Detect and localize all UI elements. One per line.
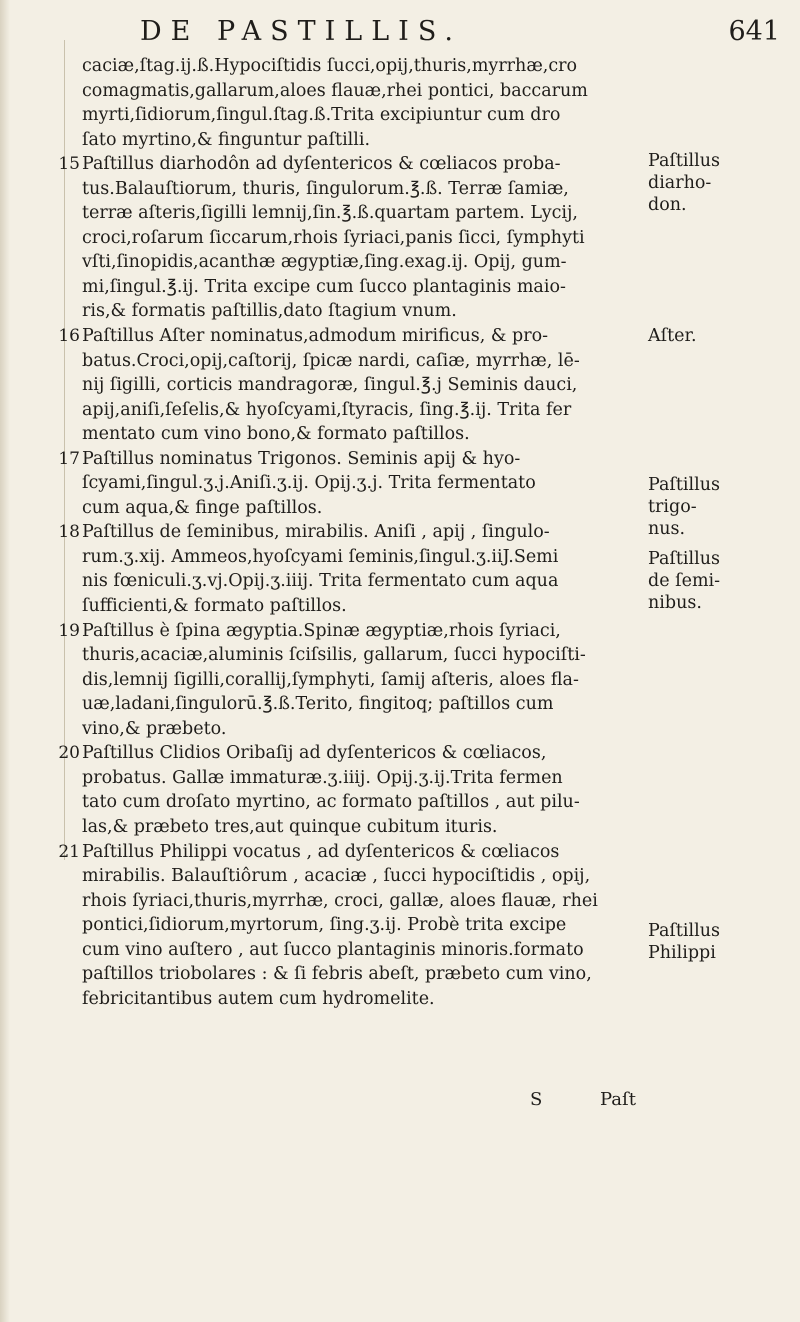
text-line: vſti,ſinopidis,acanthæ ægyptiæ,ſing.exag.ij. Opij, gum-: [82, 252, 567, 273]
text-line: terræ aſteris,ſigilli lemnij,ſin.℥.ß.quartam partem. Lycij,: [82, 203, 578, 224]
text-line: rhois ſyriaci,thuris,myrrhæ, croci, gallæ, aloes flauæ, rhei: [82, 890, 598, 911]
paragraph-number: 16: [58, 326, 80, 347]
sidenote-diarhodon: [648, 150, 788, 216]
text-line: mentato cum vino bono,& formato paſtillos.: [82, 424, 470, 445]
sidenote-aster: [648, 325, 788, 347]
text-line: comagmatis,gallarum,aloes flauæ,rhei pontici, baccarum: [82, 80, 588, 101]
text-line: ris,& formatis paſtillis,dato ſtagium vnum.: [82, 301, 457, 322]
text-line: mi,ſingul.℥.ij. Trita excipe cum ſucco plantaginis maio-: [82, 276, 566, 297]
text-line: Paſtillus è ſpina ægyptia.Spinæ ægyptiæ,rhois ſyriaci,: [82, 620, 561, 641]
text-line: probatus. Gallæ immaturæ.ʒ.iiij. Opij.ʒ.ij.Trita fermen: [82, 767, 563, 788]
text-line: rum.ʒ.xij. Ammeos,hyoſcyami ſeminis,ſingul.ʒ.iiJ.Semi: [82, 546, 559, 567]
text-line: ſato myrtino,& finguntur paſtilli.: [82, 129, 371, 150]
paragraph-17: [58, 447, 622, 521]
text-line: tato cum droſato myrtino, ac formato paſtillos , aut pilu-: [82, 792, 580, 813]
sidenote-line: Paſtillus: [648, 151, 720, 171]
paragraph-number: 19: [58, 620, 80, 641]
sidenote-line: diarho-: [648, 173, 712, 193]
paragraph-19: [58, 619, 622, 742]
sidenote-line: de ſemi-: [648, 571, 721, 591]
paragraph-21: [58, 840, 622, 1012]
sidenote-line: Aſter.: [648, 326, 697, 346]
sidenote-line: nibus.: [648, 593, 702, 613]
paragraph-16: [58, 324, 622, 447]
sidenote-de-seminibus: [648, 548, 788, 614]
text-line: Paſtillus diarhodôn ad dyſentericos & cœliacos proba-: [82, 154, 561, 175]
page-gutter-shadow: [0, 0, 10, 1322]
sidenote-line: Paſtillus: [648, 475, 720, 495]
text-line: apij,aniſi,ſeſelis,& hyoſcyami,ſtyracis, ſing.℥.ij. Trita fer: [82, 399, 572, 420]
text-line: ſufficienti,& formato paſtillos.: [82, 596, 347, 617]
paragraph-18: [58, 520, 622, 618]
signature-mark: S: [530, 1089, 543, 1110]
paragraph-number: 18: [58, 522, 80, 543]
page-footer: [530, 1089, 750, 1115]
page-number: 641: [728, 16, 780, 47]
page-header: [140, 16, 780, 56]
text-line: paſtillos triobolares : & ſi febris abeſt, præbeto cum vino,: [82, 964, 592, 985]
text-line: ſcyami,ſingul.ʒ.j.Aniſi.ʒ.ij. Opij.ʒ.j. Trita fermentato: [82, 473, 536, 494]
catchword: Paſt: [600, 1089, 636, 1110]
sidenote-trigonus: [648, 474, 788, 540]
paragraph-number: 21: [58, 841, 80, 862]
text-line: dis,lemnij ſigilli,corallij,ſymphyti, ſamij aſteris, aloes fla-: [82, 669, 579, 690]
paragraph-15: [58, 152, 622, 324]
text-line: Paſtillus nominatus Trigonos. Seminis apij & hyo-: [82, 448, 521, 469]
text-line: thuris,acaciæ,aluminis ſciſsilis, gallarum, ſucci hypociſti-: [82, 645, 586, 666]
text-line: Paſtillus Aſter nominatus,admodum mirificus, & pro-: [82, 326, 549, 347]
text-line: tus.Balauſtiorum, thuris, ſingulorum.℥.ß. Terræ ſamiæ,: [82, 178, 569, 199]
sidenote-line: Paſtillus: [648, 921, 720, 941]
text-line: Paſtillus Clidios Oribaſij ad dyſentericos & cœliacos,: [82, 743, 547, 764]
running-title: DE PASTILLIS.: [140, 16, 462, 47]
text-line: cum aqua,& finge paſtillos.: [82, 497, 323, 518]
sidenote-line: Philippi: [648, 943, 716, 963]
text-line: uæ,ladani,ſingulorū.℥.ß.Terito, fingitoq; paſtillos cum: [82, 694, 554, 715]
paragraph-number: 17: [58, 448, 80, 469]
sidenote-line: don.: [648, 195, 687, 215]
main-text: [58, 54, 622, 1011]
sidenote-line: nus.: [648, 519, 686, 539]
text-line: batus.Croci,opij,caſtorij, ſpicæ nardi, caſiæ, myrrhæ, lē-: [82, 350, 580, 371]
text-line: Paſtillus de ſeminibus, mirabilis. Aniſi , apij , ſingulo-: [82, 522, 550, 543]
text-line: cum vino auſtero , aut ſucco plantaginis minoris.formato: [82, 939, 584, 960]
text-line: caciæ,ſtag.ij.ß.Hypociſtidis ſucci,opij,thuris,myrrhæ,cro: [82, 56, 578, 76]
text-line: febricitantibus autem cum hydromelite.: [82, 988, 435, 1009]
text-line: vino,& præbeto.: [82, 718, 227, 739]
text-line: Paſtillus Philippi vocatus , ad dyſentericos & cœliacos: [82, 841, 560, 862]
paragraph-number: 15: [58, 154, 80, 175]
sidenote-line: Paſtillus: [648, 549, 720, 569]
paragraph-intro: [82, 54, 622, 152]
sidenote-philippi: [648, 920, 788, 964]
paragraph-number: 20: [58, 743, 80, 764]
sidenote-line: trigo-: [648, 497, 697, 517]
text-line: pontici,ſidiorum,myrtorum, ſing.ʒ.ij. Probè trita excipe: [82, 915, 567, 936]
text-line: nij ſigilli, corticis mandragoræ, ſingul.℥.j Seminis dauci,: [82, 375, 578, 396]
text-line: las,& præbeto tres,aut quinque cubitum ituris.: [82, 816, 498, 837]
text-line: myrti,ſidiorum,ſingul.ſtag.ß.Trita excipiuntur cum dro: [82, 105, 561, 126]
text-line: mirabilis. Balauſtiôrum , acaciæ , ſucci hypociſtidis , opij,: [82, 866, 591, 887]
paragraph-20: [58, 741, 622, 839]
text-line: croci,roſarum ſiccarum,rhois ſyriaci,panis ſicci, ſymphyti: [82, 227, 585, 248]
text-line: nis fœniculi.ʒ.vj.Opij.ʒ.iiij. Trita fermentato cum aqua: [82, 571, 559, 592]
